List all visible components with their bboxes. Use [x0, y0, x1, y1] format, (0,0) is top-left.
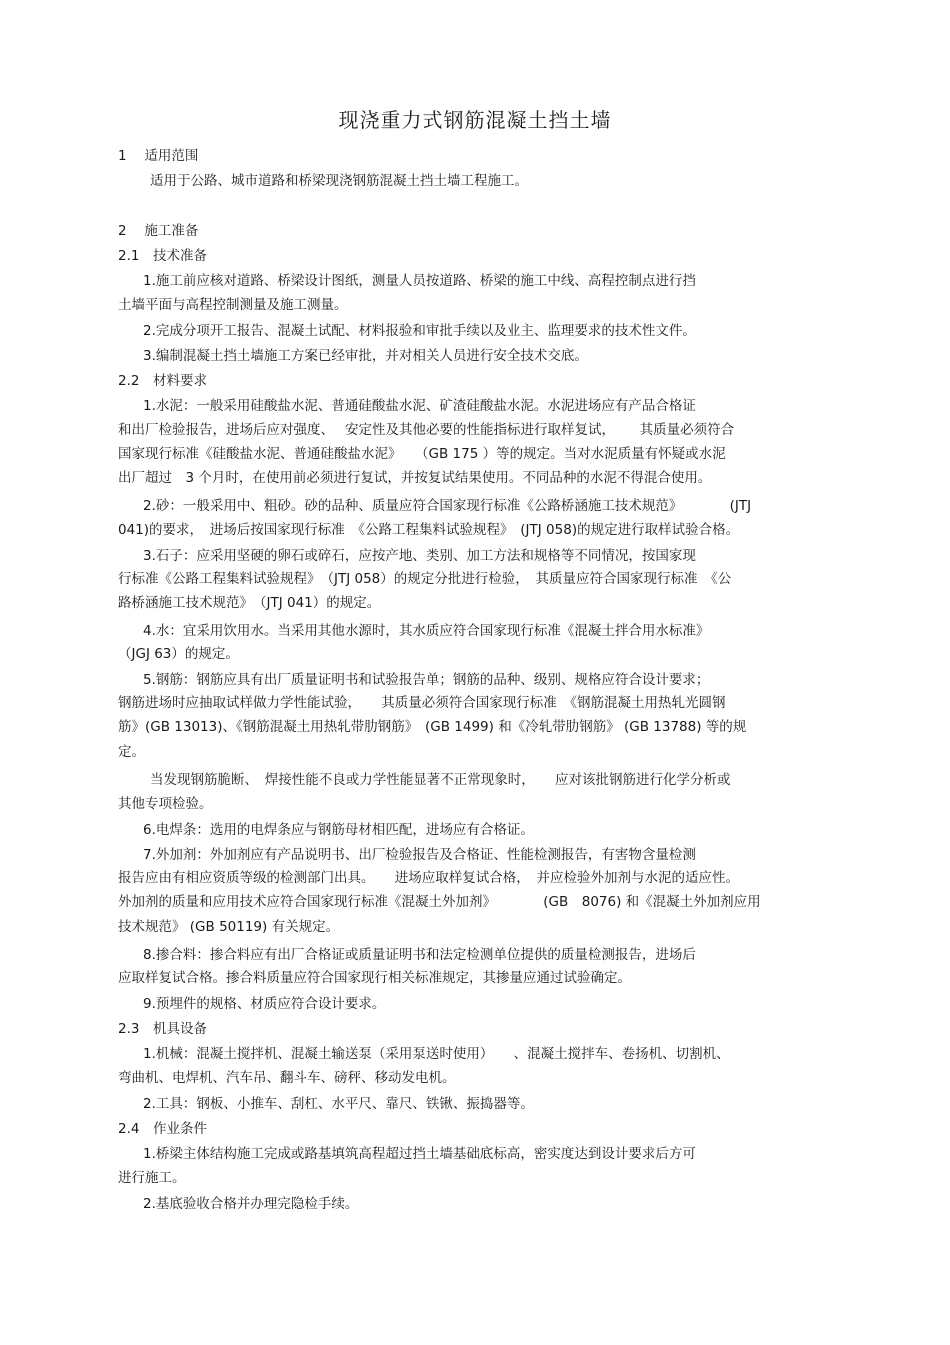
paragraph-line: 筋》(GB 13013)、《钢筋混凝土用热轧带肋钢筋》 (GB 1499) 和《冷轧带肋钢筋》 (GB 13788) 等的规 — [118, 719, 747, 735]
paragraph-line: 1.水泥：一般采用硅酸盐水泥、普通硅酸盐水泥、矿渣硅酸盐水泥。水泥进场应有产品合格证 — [143, 398, 696, 414]
paragraph-line: 2.砂：一般采用中、粗砂。砂的品种、质量应符合国家现行标准《公路桥涵施工技术规范》 (JTJ — [143, 498, 752, 514]
paragraph-line: 出厂超过 3 个月时，在使用前必须进行复试，并按复试结果使用。不同品种的水泥不得混合使用。 — [118, 470, 712, 486]
section-heading: 1 适用范围 — [118, 148, 199, 164]
subsection-heading: 2.3 机具设备 — [118, 1021, 207, 1037]
paragraph-line: （JGJ 63）的规定。 — [118, 646, 239, 662]
subsection-heading: 2.4 作业条件 — [118, 1121, 207, 1137]
paragraph-line: 7.外加剂：外加剂应有产品说明书、出厂检验报告及合格证、性能检测报告，有害物含量检测 — [143, 847, 696, 863]
paragraph-line: 应取样复试合格。掺合料质量应符合国家现行相关标准规定，其掺量应通过试验确定。 — [118, 970, 631, 986]
paragraph-line: 3.编制混凝土挡土墙施工方案已经审批，并对相关人员进行安全技术交底。 — [143, 348, 588, 364]
paragraph-line: 弯曲机、电焊机、汽车吊、翻斗车、磅秤、移动发电机。 — [118, 1070, 456, 1086]
paragraph-line: 进行施工。 — [118, 1170, 186, 1186]
paragraph-line: 和出厂检验报告，进场后应对强度、 安定性及其他必要的性能指标进行取样复试， 其质量必须符合 — [118, 422, 735, 438]
paragraph-line: 适用于公路、城市道路和桥梁现浇钢筋混凝土挡土墙工程施工。 — [150, 173, 528, 189]
paragraph-line: 1.桥梁主体结构施工完成或路基填筑高程超过挡土墙基础底标高，密实度达到设计要求后方可 — [143, 1146, 696, 1162]
paragraph-line: 定。 — [118, 744, 145, 760]
paragraph-line: 报告应由有相应资质等级的检测部门出具。 进场应取样复试合格， 并应检验外加剂与水泥的适应性。 — [118, 870, 739, 886]
subsection-heading: 2.1 技术准备 — [118, 248, 207, 264]
paragraph-line: 当发现钢筋脆断、 焊接性能不良或力学性能显著不正常现象时， 应对该批钢筋进行化学分析或 — [150, 772, 731, 788]
paragraph-line: 行标准《公路工程集料试验规程》 （JTJ 058）的规定分批进行检验， 其质量应符合国家现行标准 《公 — [118, 571, 732, 587]
paragraph-line: 9.预埋件的规格、材质应符合设计要求。 — [143, 996, 386, 1012]
section-heading: 2 施工准备 — [118, 223, 199, 239]
paragraph-line: 路桥涵施工技术规范》 （JTJ 041）的规定。 — [118, 595, 381, 611]
paragraph-line: 土墙平面与高程控制测量及施工测量。 — [118, 297, 348, 313]
paragraph-line: 钢筋进场时应抽取试样做力学性能试验， 其质量必须符合国家现行标准 《钢筋混凝土用热轧光圆钢 — [118, 695, 726, 711]
paragraph-line: 技术规范》 (GB 50119) 有关规定。 — [118, 919, 340, 935]
subsection-heading: 2.2 材料要求 — [118, 373, 207, 389]
paragraph-line: 国家现行标准《硅酸盐水泥、普通硅酸盐水泥》 （GB 175 ）等的规定。当对水泥质量有怀疑或水泥 — [118, 446, 726, 462]
document-title: 现浇重力式钢筋混凝土挡土墙 — [338, 108, 612, 132]
paragraph-line: 其他专项检验。 — [118, 796, 213, 812]
paragraph-line: 8.掺合料：掺合料应有出厂合格证或质量证明书和法定检测单位提供的质量检测报告，进场后 — [143, 947, 696, 963]
paragraph-line: 3.石子：应采用坚硬的卵石或碎石，应按产地、类别、加工方法和规格等不同情况，按国家现 — [143, 548, 696, 564]
paragraph-line: 1.施工前应核对道路、桥梁设计图纸，测量人员按道路、桥梁的施工中线、高程控制点进行挡 — [143, 273, 696, 289]
paragraph-line: 外加剂的质量和应用技术应符合国家现行标准《混凝土外加剂》 (GB 8076) 和《混凝土外加剂应用 — [118, 894, 761, 910]
paragraph-line: 4.水：宜采用饮用水。当采用其他水源时，其水质应符合国家现行标准《混凝土拌合用水标准》 — [143, 623, 710, 639]
paragraph-line: 6.电焊条：选用的电焊条应与钢筋母材相匹配，进场应有合格证。 — [143, 822, 534, 838]
paragraph-line: 2.基底验收合格并办理完隐检手续。 — [143, 1196, 359, 1212]
paragraph-line: 2.完成分项开工报告、混凝土试配、材料报验和审批手续以及业主、监理要求的技术性文件。 — [143, 323, 696, 339]
paragraph-line: 2.工具：钢板、小推车、刮杠、水平尺、靠尺、铁锹、振捣器等。 — [143, 1096, 534, 1112]
paragraph-line: 041)的要求， 进场后按国家现行标准 《公路工程集料试验规程》 (JTJ 058)的规定进行取样试验合格。 — [118, 522, 740, 538]
paragraph-line: 5.钢筋：钢筋应具有出厂质量证明书和试验报告单；钢筋的品种、级别、规格应符合设计要求； — [143, 672, 710, 688]
paragraph-line: 1.机械：混凝土搅拌机、混凝土输送泵（采用泵送时使用） 、混凝土搅拌车、卷扬机、切割机、 — [143, 1046, 730, 1062]
